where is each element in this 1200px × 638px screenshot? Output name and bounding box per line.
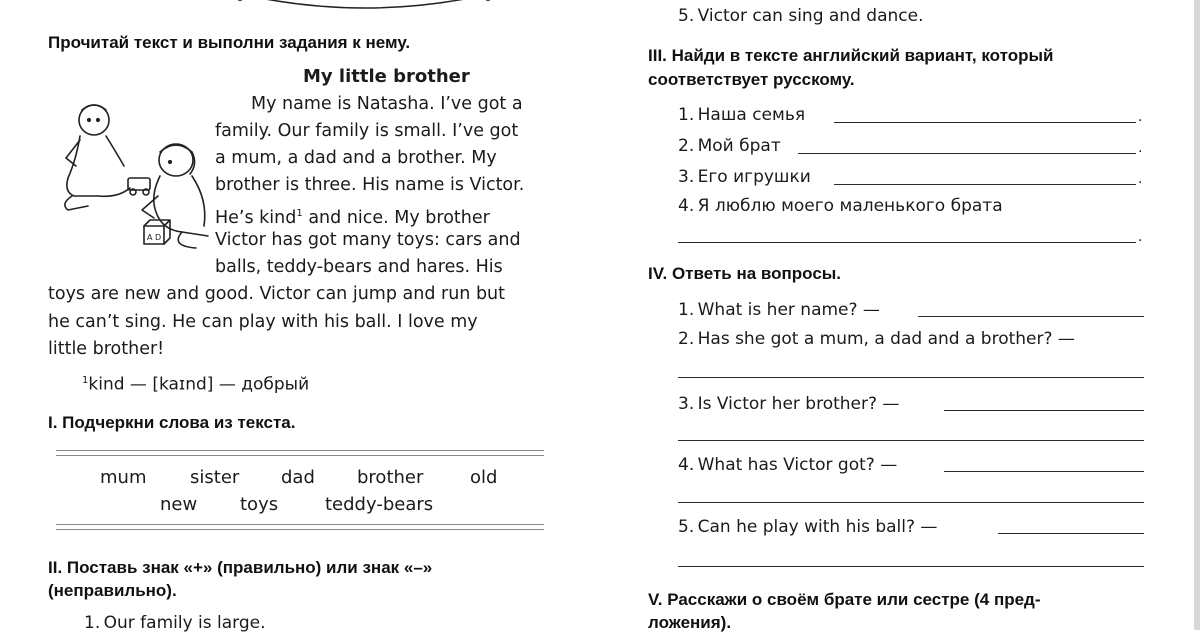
right-column bbox=[648, 0, 1168, 630]
task4-question: 1. What is her name? — bbox=[678, 300, 880, 320]
task1-word[interactable]: new bbox=[160, 494, 198, 515]
story-line: a mum, a dad and a brother. My bbox=[215, 148, 497, 168]
story-kind-word: He’s kind bbox=[215, 207, 297, 228]
task4-answer-line[interactable] bbox=[918, 316, 1144, 317]
task5-title-line1: V. Расскажи о своём брате или сестре (4 пред- bbox=[648, 590, 1041, 609]
task3-item: 4. Я люблю моего маленького брата bbox=[678, 196, 1003, 216]
task3-title-line2: соответствует русскому. bbox=[648, 70, 855, 89]
task4-answer-line[interactable] bbox=[678, 502, 1144, 503]
story-line: My name is Natasha. I’ve got a bbox=[251, 94, 523, 114]
task3-item: 1. Наша семья bbox=[678, 105, 806, 125]
task4-question: 5. Can he play with his ball? — bbox=[678, 517, 938, 537]
task4-title: IV. Ответь на вопросы. bbox=[648, 264, 842, 283]
task5-title-line2: ложения). bbox=[648, 613, 732, 632]
task1-bottom-divider bbox=[56, 524, 544, 530]
left-column bbox=[48, 0, 608, 633]
block-letters: A D bbox=[147, 233, 162, 242]
task4-question: 4. What has Victor got? — bbox=[678, 455, 898, 475]
task1-top-divider bbox=[56, 450, 544, 456]
story-kind-rest: and nice. My brother bbox=[308, 207, 490, 228]
story-line: toys are new and good. Victor can jump and run but bbox=[48, 284, 505, 304]
task3-answer-line[interactable] bbox=[834, 122, 1136, 123]
line-end-dot: . bbox=[1138, 171, 1143, 187]
footnote-number: 1 bbox=[82, 375, 89, 386]
story-line: brother is three. His name is Victor. bbox=[215, 175, 525, 195]
children-playing-illustration-icon bbox=[58, 100, 210, 250]
task4-answer-line[interactable] bbox=[944, 410, 1144, 411]
line-end-dot: . bbox=[1138, 109, 1143, 125]
task4-answer-line[interactable] bbox=[678, 440, 1144, 441]
story-line: he can’t sing. He can play with his ball. I love my bbox=[48, 312, 478, 332]
task3-answer-line[interactable] bbox=[678, 242, 1136, 243]
task3-title-line1: III. Найди в тексте английский вариант, который bbox=[648, 46, 1054, 65]
story-line: Victor has got many toys: cars and bbox=[215, 230, 521, 250]
story-line: family. Our family is small. I’ve got bbox=[215, 121, 519, 141]
task4-question: 2. Has she got a mum, a dad and a brother? — bbox=[678, 329, 1075, 349]
footnote-text: kind — [kaɪnd] — добрый bbox=[88, 374, 310, 395]
instruction: Прочитай текст и выполни задания к нему. bbox=[48, 33, 411, 52]
line-end-dot: . bbox=[1138, 229, 1143, 245]
task2-title-line2: (неправильно). bbox=[48, 581, 177, 600]
task1-word[interactable]: dad bbox=[281, 467, 315, 488]
task3-item: 2. Мой брат bbox=[678, 136, 781, 156]
task4-question: 3. Is Victor her brother? — bbox=[678, 394, 900, 414]
task1-word[interactable]: mum bbox=[100, 467, 147, 488]
task4-answer-line[interactable] bbox=[678, 377, 1144, 378]
task3-answer-line[interactable] bbox=[834, 184, 1136, 185]
task2-item: 1. Our family is large. bbox=[84, 613, 266, 633]
story-title: My little brother bbox=[303, 66, 470, 87]
task3-answer-line[interactable] bbox=[798, 153, 1136, 154]
task1-word[interactable]: old bbox=[470, 467, 498, 488]
task4-answer-line[interactable] bbox=[944, 471, 1144, 472]
task2-item: 5. Victor can sing and dance. bbox=[678, 6, 924, 26]
line-end-dot: . bbox=[1138, 140, 1143, 156]
task1-word[interactable]: brother bbox=[357, 467, 424, 488]
task2-title-line1: II. Поставь знак «+» (правильно) или знак «–» bbox=[48, 558, 433, 577]
story-line: little brother! bbox=[48, 339, 165, 359]
task1-title: I. Подчеркни слова из текста. bbox=[48, 413, 296, 432]
footnote-mark: 1 bbox=[296, 208, 303, 219]
story-line: balls, teddy-bears and hares. His bbox=[215, 257, 503, 277]
page-edge bbox=[1194, 0, 1200, 630]
task4-answer-line[interactable] bbox=[678, 566, 1144, 567]
footnote bbox=[82, 367, 309, 399]
task1-word[interactable]: sister bbox=[190, 467, 240, 488]
task1-word[interactable]: toys bbox=[240, 494, 279, 515]
task4-answer-line[interactable] bbox=[998, 533, 1144, 534]
task1-word[interactable]: teddy-bears bbox=[325, 494, 434, 515]
task3-item: 3. Его игрушки bbox=[678, 167, 811, 187]
